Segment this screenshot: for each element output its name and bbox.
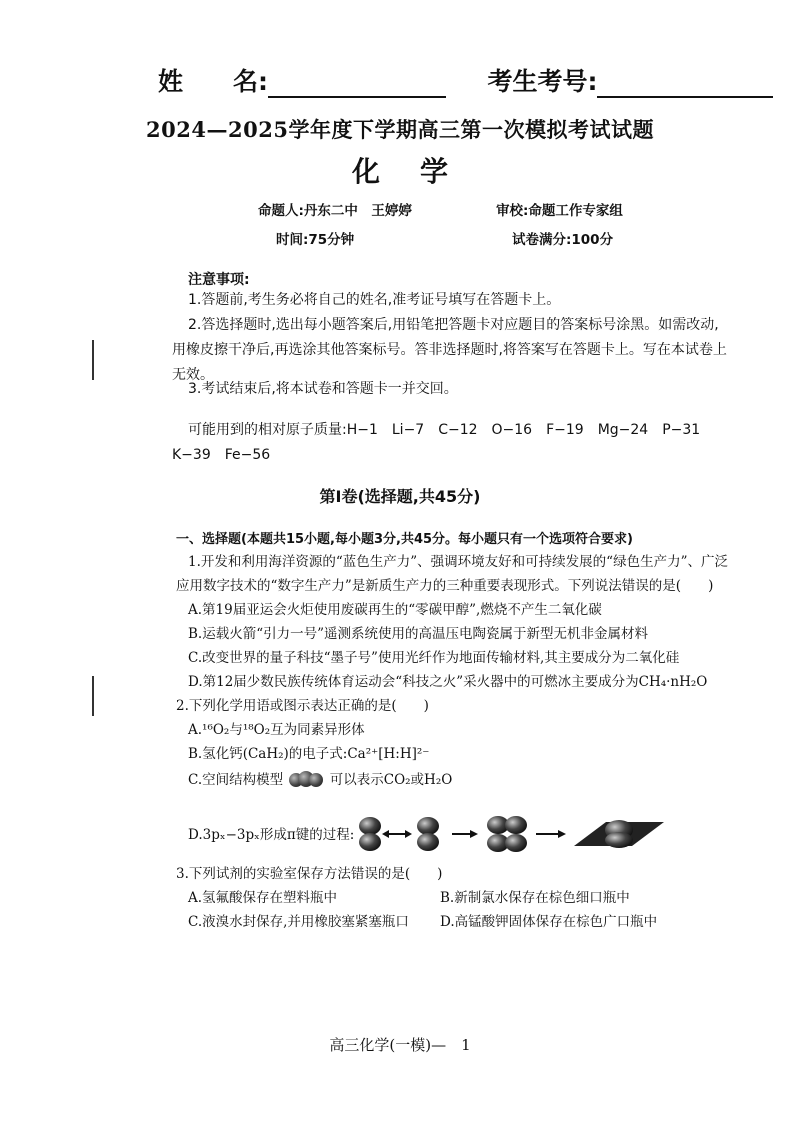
pi-bond-process-diagram: [358, 808, 668, 858]
q3-stem: 3.下列试剂的实验室保存方法错误的是( ): [176, 866, 443, 882]
notice-item-2: 2.答选择题时,选出每小题答案后,用铅笔把答题卡对应题目的答案标号涂黑。如需改动,用橡皮擦干净后,再选涂其他答案标号。答非选择题时,将答案写在答题卡上。写在本试卷上无效。: [172, 317, 727, 383]
q2-option-d-label: D.3pₓ−3pₓ形成π键的过程:: [188, 827, 355, 843]
name-blank: [268, 74, 446, 98]
exam-time: 时间:75分钟: [276, 232, 355, 248]
q2-option-b: B.氢化钙(CaH₂)的电子式:Ca²⁺[H:H]²⁻: [188, 746, 430, 762]
atomic-masses: 可能用到的相对原子质量:H−1 Li−7 C−12 O−16 F−19 Mg−24 P−31 K−39 Fe−56: [172, 422, 715, 463]
page-footer: 高三化学(一模)— 1: [329, 1036, 471, 1054]
q3-option-c: C.液溴水封保存,并用橡胶塞紧塞瓶口: [188, 914, 409, 930]
p-orbital-icon: [417, 817, 439, 851]
sphere-model-icon: [289, 771, 323, 791]
p-orbital-pair-icon: [487, 816, 527, 852]
scan-mark: [92, 676, 94, 716]
section1-title: 一、选择题(本题共15小题,每小题3分,共45分。每小题只有一个选项符合要求): [176, 532, 633, 547]
q2-option-a: A.¹⁶O₂与¹⁸O₂互为同素异形体: [188, 722, 365, 738]
reviewer: 审校:命题工作专家组: [496, 203, 623, 219]
notice-item-1: 1.答题前,考生务必将自己的姓名,准考证号填写在答题卡上。: [188, 292, 561, 308]
q2-option-d: [188, 808, 668, 858]
q3-option-b: B.新制氯水保存在棕色细口瓶中: [440, 890, 630, 906]
arrow-icon: [382, 830, 412, 838]
q1-stem: 1.开发和利用海洋资源的“蓝色生产力”、强调环境友好和可持续发展的“绿色生产力”、广泛应用数字技术的“数字生产力”是新质生产力的三种重要表现形式。下列说法错误的是( ): [176, 554, 728, 594]
q1-option-d: D.第12届少数民族传统体育运动会“科技之火”采火器中的可燃冰主要成分为CH₄·nH₂O: [188, 674, 708, 690]
p-orbital-icon: [359, 817, 381, 851]
q2-stem: 2.下列化学用语或图示表达正确的是( ): [176, 698, 429, 714]
id-label: 考生考号:: [487, 67, 598, 96]
subject-title: 化学: [351, 155, 488, 188]
q1-option-a: A.第19届亚运会火炬使用废碳再生的“零碳甲醇”,燃烧不产生二氧化碳: [188, 602, 602, 618]
arrow-icon: [536, 830, 566, 838]
q1-option-b: B.运载火箭“引力一号”遥测系统使用的高温压电陶瓷属于新型无机非金属材料: [188, 626, 649, 642]
author: 命题人:丹东二中 王婷婷: [258, 203, 412, 219]
exam-score: 试卷满分:100分: [512, 232, 614, 248]
exam-title: 2024—2025学年度下学期高三第一次模拟考试试题: [146, 117, 654, 142]
q2-option-c-pre: C.空间结构模型: [188, 772, 284, 788]
notice-title: 注意事项:: [188, 272, 250, 288]
notice-item-3: 3.考试结束后,将本试卷和答题卡一并交回。: [188, 381, 458, 397]
pi-bond-icon: [574, 820, 664, 848]
scan-mark: [92, 340, 94, 380]
header-fields: [158, 62, 773, 98]
q2-option-c: [188, 768, 452, 791]
q3-option-a: A.氢氟酸保存在塑料瓶中: [188, 890, 338, 906]
q3-option-d: D.高锰酸钾固体保存在棕色广口瓶中: [440, 914, 658, 930]
part1-title: 第Ⅰ卷(选择题,共45分): [319, 487, 481, 506]
arrow-icon: [452, 830, 478, 838]
id-blank: [597, 74, 773, 98]
q1-option-c: C.改变世界的量子科技“墨子号”使用光纤作为地面传输材料,其主要成分为二氧化硅: [188, 650, 680, 666]
name-label: 姓 名:: [158, 67, 268, 96]
q2-option-c-post: 可以表示CO₂或H₂O: [329, 772, 453, 788]
